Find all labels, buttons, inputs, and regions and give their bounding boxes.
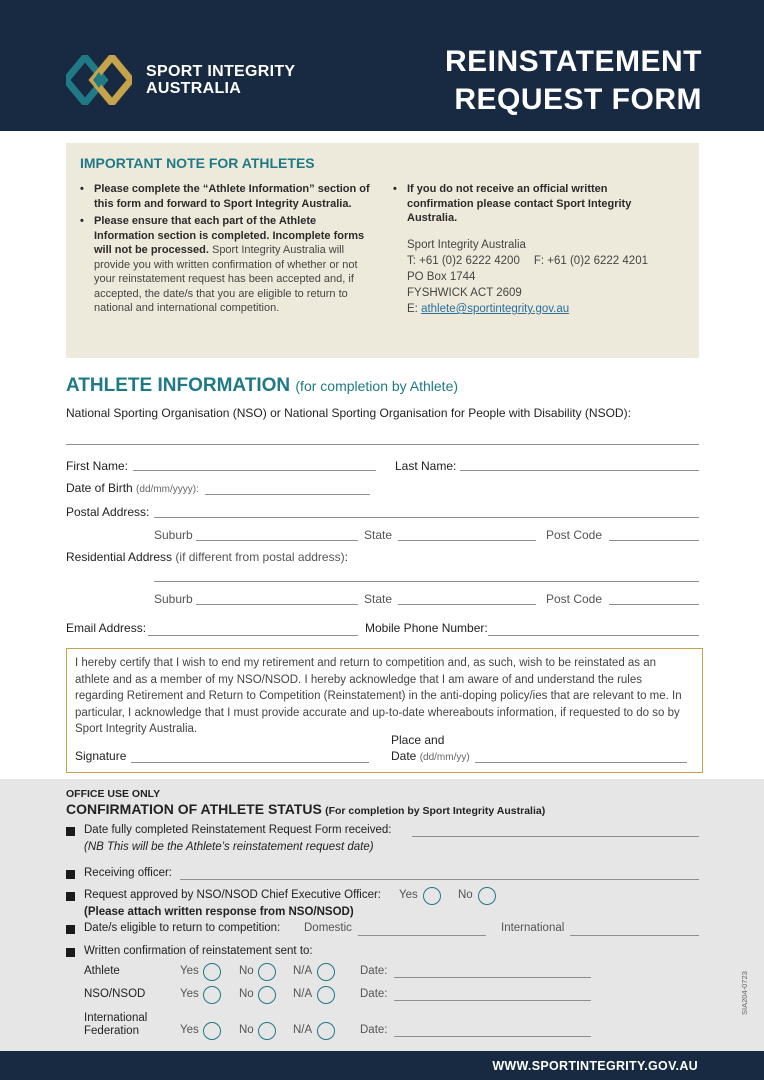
sport-integrity-logo — [66, 55, 132, 105]
certification-text: I hereby certify that I wish to end my retirement and return to competition and, as such, wish to be reinstated as an athlete and as a member of my NSO/NSOD. I hereby acknowledge that I am aware of and understand the rules regarding Retirement and Return to Competition (Reinstatement) in the anti-doping policy/ies that are relevant to me. In particular, I acknowledge that I must provide accurate and up-to-date whereabouts information, if requested to do so by Sport Integrity Australia. — [75, 657, 682, 736]
confirmation-title — [66, 801, 545, 817]
if-no-label: No — [239, 1024, 254, 1036]
international-field[interactable] — [570, 935, 699, 936]
contact-phones — [407, 253, 648, 269]
footer-banner — [0, 1051, 764, 1080]
office-use-label: OFFICE USE ONLY — [66, 788, 161, 800]
if-date-label: Date: — [360, 1024, 388, 1036]
if-no-radio[interactable] — [258, 1022, 276, 1040]
postal-postcode-label: Post Code — [546, 528, 603, 542]
nso-no-radio[interactable] — [258, 986, 276, 1004]
org-name — [146, 63, 295, 97]
postal-address-label: Postal Address: — [66, 505, 150, 519]
note-bullet-3: • If you do not receive an official written confirmation please contact Sport Integrity Australia. — [393, 182, 633, 226]
email-label: Email Address: — [66, 621, 147, 635]
form-title — [445, 43, 702, 119]
residential-state-label: State — [364, 592, 393, 606]
nso-na-label: N/A — [293, 988, 313, 1000]
mobile-field[interactable] — [488, 635, 699, 636]
residential-hint: (if different from postal address) — [175, 550, 345, 564]
contact-email-row — [407, 301, 648, 317]
sent-if-label — [84, 1012, 147, 1038]
contact-org: Sport Integrity Australia — [407, 239, 526, 251]
if-date-field[interactable] — [394, 1036, 591, 1037]
nso-date-label: Date: — [360, 988, 388, 1000]
athlete-na-radio[interactable] — [317, 963, 335, 981]
nso-field[interactable] — [66, 444, 699, 445]
residential-state-field[interactable] — [398, 604, 536, 605]
place-date-label — [391, 749, 470, 763]
form-title-line1: REINSTATEMENT — [444, 45, 702, 78]
place-date-field[interactable] — [475, 762, 687, 763]
note-bullet-1: • Please complete the “Athlete Information” section of this form and forward to Sport Integrity Australia. — [80, 182, 370, 211]
form-received-label: Date fully completed Reinstatement Request Form received: — [84, 824, 392, 836]
contact-fax: F: +61 (0)2 6222 4201 — [533, 255, 648, 267]
residential-suburb-field[interactable] — [196, 604, 358, 605]
dob-hint: (dd/mm/yyyy): — [136, 484, 199, 495]
date-label-text: Date — [391, 749, 417, 763]
if-na-radio[interactable] — [317, 1022, 335, 1040]
postal-address-field[interactable] — [154, 517, 699, 518]
if-na-label: N/A — [293, 1024, 313, 1036]
bullet-square-1 — [66, 827, 75, 836]
dob-label — [66, 481, 199, 495]
nso-yes-radio[interactable] — [203, 986, 221, 1004]
confirmation-subheading: (For completion by Sport Integrity Australia) — [325, 805, 546, 817]
nso-label: National Sporting Organisation (NSO) or National Sporting Organisation for People with Disability (NSOD): — [66, 406, 631, 420]
dob-field[interactable] — [205, 494, 370, 495]
athlete-date-field[interactable] — [394, 977, 591, 978]
receiving-officer-label: Receiving officer: — [84, 867, 172, 879]
athlete-no-radio[interactable] — [258, 963, 276, 981]
email-field[interactable] — [148, 635, 358, 636]
domestic-label: Domestic — [304, 922, 352, 934]
bullet-square-2 — [66, 870, 75, 879]
approved-no-label: No — [458, 889, 473, 901]
header-banner — [0, 0, 764, 131]
contact-po: PO Box 1744 — [407, 271, 476, 283]
important-note-box — [66, 143, 699, 358]
approved-yes-label: Yes — [399, 889, 418, 901]
athlete-info-title — [66, 375, 458, 397]
note-bullet-2-bold: Please ensure that each part of the Athlete Information section is completed. Incomplete forms will not be processed. — [94, 215, 365, 256]
receiving-officer-field[interactable] — [180, 879, 699, 880]
nso-date-field[interactable] — [394, 1000, 591, 1001]
contact-email-link[interactable]: athlete@sportintegrity.gov.au — [421, 303, 570, 315]
certification-box — [66, 648, 703, 773]
contact-block — [407, 237, 648, 317]
approved-label: Request approved by NSO/NSOD Chief Executive Officer: — [84, 889, 382, 901]
nso-na-radio[interactable] — [317, 986, 335, 1004]
contact-city: FYSHWICK ACT 2609 — [407, 287, 522, 299]
bullet-square-5 — [66, 948, 75, 957]
form-version-code: SIA204-0723 — [740, 971, 749, 1015]
postal-postcode-field[interactable] — [609, 540, 699, 541]
form-title-line2: REQUEST FORM — [454, 83, 702, 116]
note-bullet-2-rest: Sport Integrity Australia will provide you with written confirmation of whether or not your reinstatement request has been accepted and, if accepted, the date/s that you are eligible to return to national and international competition. — [94, 244, 358, 314]
athlete-info-heading: ATHLETE INFORMATION — [66, 375, 291, 396]
sent-if-label-line2: Federation — [84, 1025, 139, 1037]
if-yes-label: Yes — [180, 1024, 199, 1036]
athlete-date-label: Date: — [360, 965, 388, 977]
org-name-line2: AUSTRALIA — [146, 80, 242, 97]
footer-website-link[interactable]: WWW.SPORTINTEGRITY.GOV.AU — [492, 1059, 698, 1073]
residential-colon: : — [344, 550, 348, 564]
dob-label-text: Date of Birth — [66, 481, 133, 495]
bullet-square-4 — [66, 925, 75, 934]
athlete-yes-label: Yes — [180, 965, 199, 977]
residential-suburb-label: Suburb — [154, 592, 193, 606]
note-title: IMPORTANT NOTE FOR ATHLETES — [80, 155, 315, 171]
note-list-left — [80, 182, 370, 319]
athlete-yes-radio[interactable] — [203, 963, 221, 981]
first-name-label: First Name: — [66, 459, 129, 473]
international-label: International — [501, 922, 565, 934]
residential-address-field[interactable] — [154, 581, 699, 582]
note-list-right — [393, 182, 633, 229]
postal-state-label: State — [364, 528, 393, 542]
last-name-label: Last Name: — [395, 459, 457, 473]
signature-label: Signature — [75, 749, 127, 763]
athlete-na-label: N/A — [293, 965, 313, 977]
eligible-dates-label: Date/s eligible to return to competition: — [84, 922, 281, 934]
domestic-field[interactable] — [358, 935, 486, 936]
sent-athlete-label: Athlete — [84, 965, 120, 977]
nso-yes-label: Yes — [180, 988, 199, 1000]
postal-suburb-field[interactable] — [196, 540, 358, 541]
org-name-line1: SPORT INTEGRITY — [146, 63, 296, 80]
approved-yes-radio[interactable] — [423, 887, 441, 905]
first-name-field[interactable] — [133, 470, 376, 471]
confirmation-heading: CONFIRMATION OF ATHLETE STATUS — [66, 801, 322, 817]
contact-phone: T: +61 (0)2 6222 4200 — [407, 255, 520, 267]
athlete-no-label: No — [239, 965, 254, 977]
mobile-label: Mobile Phone Number: — [365, 621, 488, 635]
sent-if-label-line1: International — [84, 1012, 148, 1024]
contact-email-label: E: — [407, 303, 422, 315]
athlete-info-subheading: (for completion by Athlete) — [295, 378, 459, 394]
approved-no-radio[interactable] — [478, 887, 496, 905]
form-received-note: (NB This will be the Athlete’s reinstatement request date) — [84, 841, 374, 853]
sent-nso-label: NSO/NSOD — [84, 988, 146, 1000]
place-and-label: Place and — [391, 733, 445, 747]
confirmation-sent-label: Written confirmation of reinstatement sent to: — [84, 945, 313, 957]
signature-field[interactable] — [131, 762, 369, 763]
office-use-section — [0, 779, 764, 1051]
residential-address-label — [66, 550, 348, 564]
approved-note: (Please attach written response from NSO/NSOD) — [84, 906, 354, 918]
postal-suburb-label: Suburb — [154, 528, 193, 542]
bullet-square-3 — [66, 892, 75, 901]
nso-no-label: No — [239, 988, 254, 1000]
residential-postcode-field[interactable] — [609, 604, 699, 605]
form-received-field[interactable] — [412, 836, 699, 837]
postal-state-field[interactable] — [398, 540, 536, 541]
if-yes-radio[interactable] — [203, 1022, 221, 1040]
residential-label-text: Residential Address — [66, 550, 173, 564]
note-bullet-2 — [80, 214, 370, 316]
residential-postcode-label: Post Code — [546, 592, 603, 606]
date-hint: (dd/mm/yy) — [419, 752, 470, 763]
last-name-field[interactable] — [460, 470, 699, 471]
